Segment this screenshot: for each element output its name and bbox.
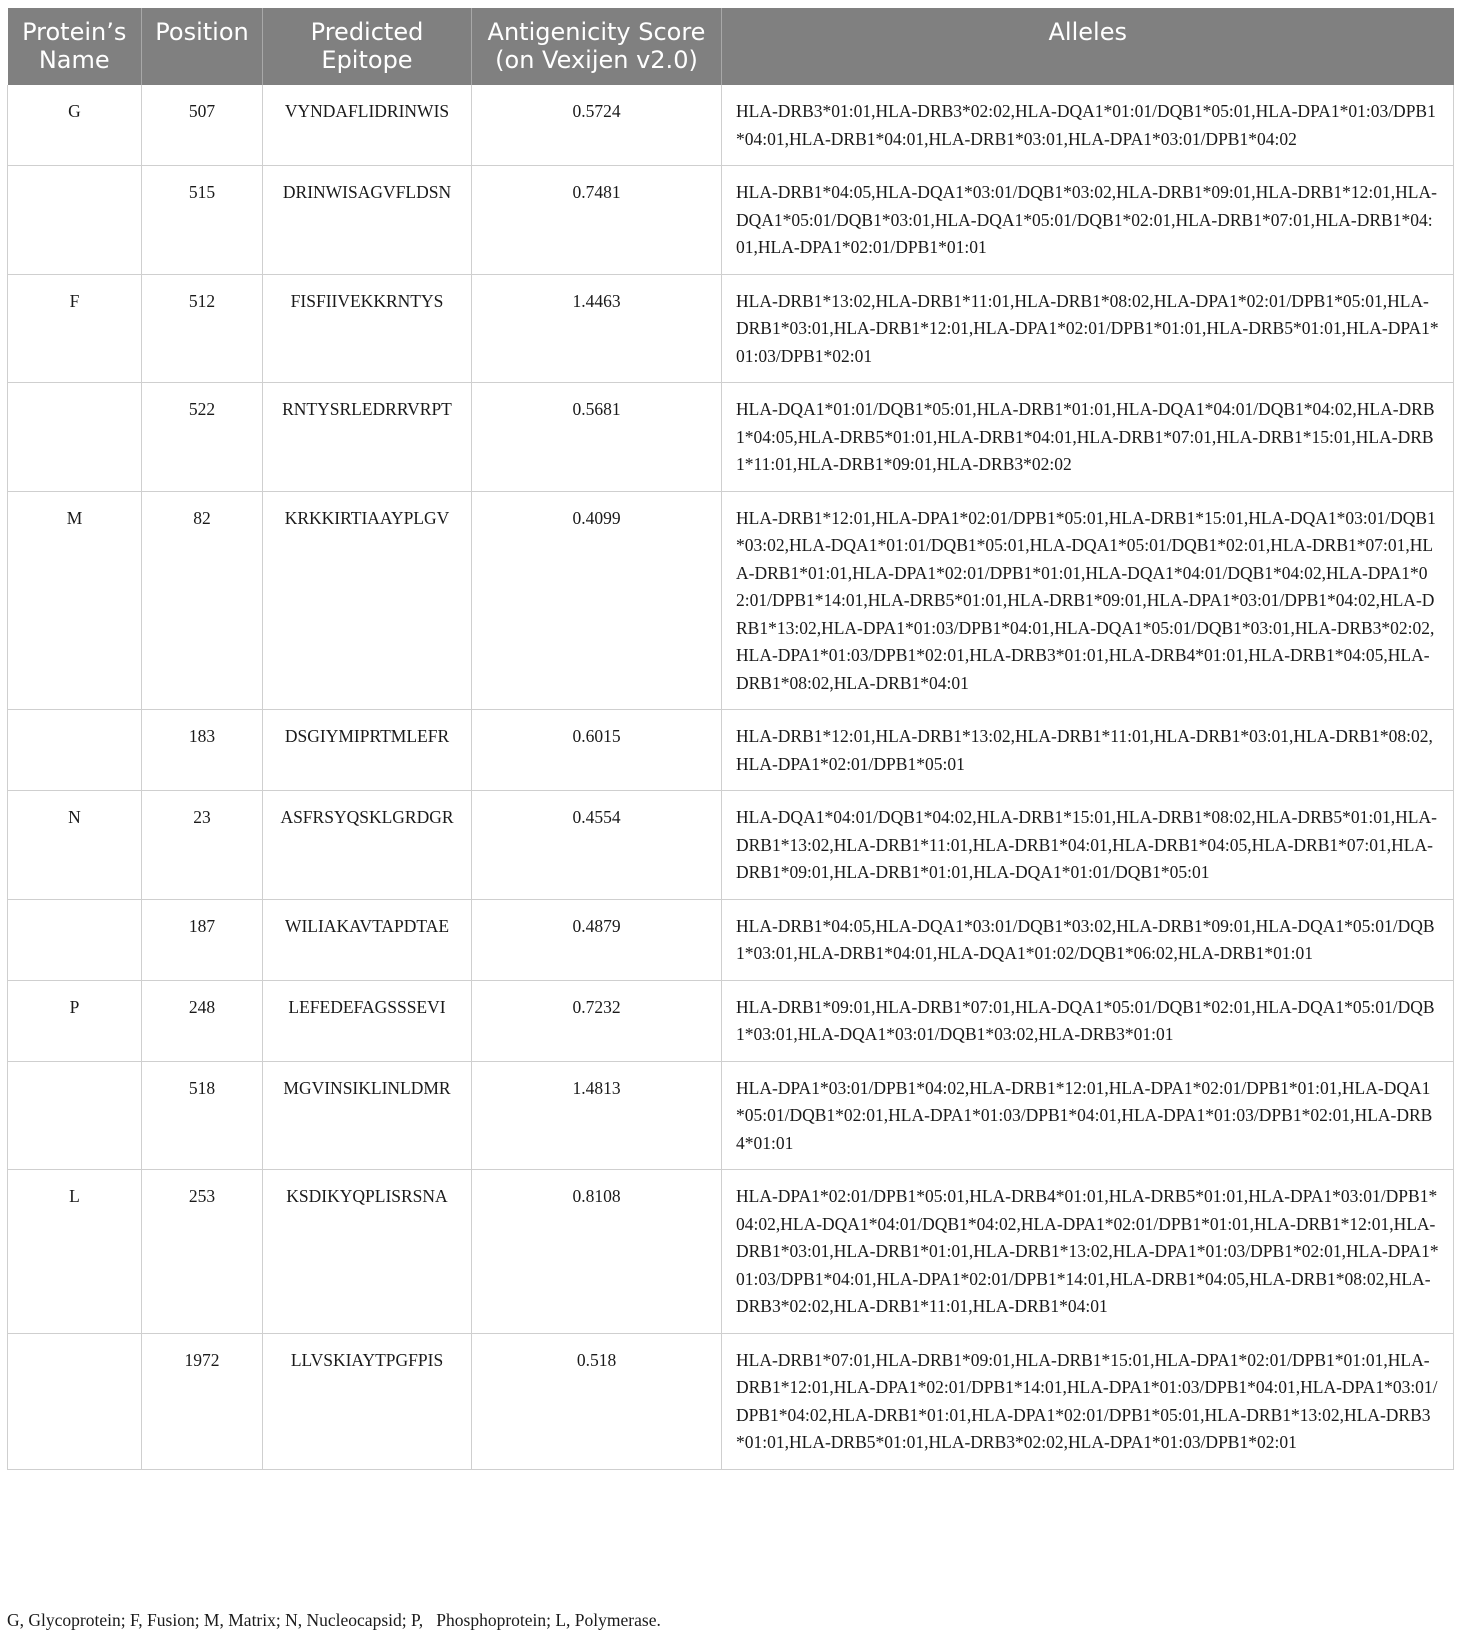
header-alleles-label: Alleles (1048, 18, 1127, 46)
cell-epitope: KSDIKYQPLISRSNA (263, 1170, 472, 1334)
header-protein-name (8, 8, 142, 85)
cell-position: 82 (142, 491, 263, 710)
cell-alleles: HLA-DRB1*04:05,HLA-DQA1*03:01/DQB1*03:02,HLA-DRB1*09:01,HLA-DRB1*12:01,HLA-DQA1*05:01/DQB1*03:01,HLA-DQA1*05:01/DQB1*02:01,HLA-DRB1*07:01,HLA-DRB1*04:01,HLA-DPA1*02:01/DPB1*01:01 (722, 166, 1454, 275)
cell-protein: G (8, 85, 142, 166)
cell-position: 522 (142, 383, 263, 492)
cell-position: 253 (142, 1170, 263, 1334)
cell-epitope: DRINWISAGVFLDSN (263, 166, 472, 275)
header-antigenicity-score (472, 8, 722, 85)
cell-alleles: HLA-DRB1*12:01,HLA-DRB1*13:02,HLA-DRB1*11:01,HLA-DRB1*03:01,HLA-DRB1*08:02,HLA-DPA1*02:01/DPB1*05:01 (722, 710, 1454, 791)
header-protein-line1: Protein’s (22, 18, 127, 46)
table-row (8, 274, 1454, 383)
table-row (8, 491, 1454, 710)
cell-position: 1972 (142, 1333, 263, 1469)
table-header (8, 8, 1454, 85)
cell-epitope: MGVINSIKLINLDMR (263, 1061, 472, 1170)
table-row (8, 85, 1454, 166)
table-row (8, 980, 1454, 1061)
header-protein-line2: Name (38, 46, 110, 74)
cell-position: 248 (142, 980, 263, 1061)
cell-score: 0.518 (472, 1333, 722, 1469)
header-predicted-epitope (263, 8, 472, 85)
epitope-table (7, 8, 1454, 1470)
cell-alleles: HLA-DRB1*07:01,HLA-DRB1*09:01,HLA-DRB1*15:01,HLA-DPA1*02:01/DPB1*01:01,HLA-DRB1*12:01,HLA-DPA1*02:01/DPB1*14:01,HLA-DPA1*01:03/DPB1*04:01,HLA-DPA1*03:01/DPB1*04:02,HLA-DRB1*01:01,HLA-DPA1*02:01/DPB1*05:01,HLA-DRB1*13:02,HLA-DRB3*01:01,HLA-DRB5*01:01,HLA-DRB3*02:02,HLA-DPA1*01:03/DPB1*02:01 (722, 1333, 1454, 1469)
cell-protein: L (8, 1170, 142, 1334)
cell-protein (8, 383, 142, 492)
cell-position: 515 (142, 166, 263, 275)
cell-protein (8, 1061, 142, 1170)
table-footnote: G, Glycoprotein; F, Fusion; M, Matrix; N, Nucleocapsid; P, Phosphoprotein; L, Polymerase. (7, 1610, 661, 1630)
cell-position: 512 (142, 274, 263, 383)
cell-score: 0.5681 (472, 383, 722, 492)
cell-position: 518 (142, 1061, 263, 1170)
cell-position: 183 (142, 710, 263, 791)
cell-score: 0.4099 (472, 491, 722, 710)
cell-protein (8, 1333, 142, 1469)
table-row (8, 1061, 1454, 1170)
table-row (8, 710, 1454, 791)
cell-alleles: HLA-DRB1*09:01,HLA-DRB1*07:01,HLA-DQA1*05:01/DQB1*02:01,HLA-DQA1*05:01/DQB1*03:01,HLA-DQA1*03:01/DQB1*03:02,HLA-DRB3*01:01 (722, 980, 1454, 1061)
cell-alleles: HLA-DRB1*12:01,HLA-DPA1*02:01/DPB1*05:01,HLA-DRB1*15:01,HLA-DQA1*03:01/DQB1*03:02,HLA-DQA1*01:01/DQB1*05:01,HLA-DQA1*05:01/DQB1*02:01,HLA-DRB1*07:01,HLA-DRB1*01:01,HLA-DPA1*02:01/DPB1*01:01,HLA-DQA1*04:01/DQB1*04:02,HLA-DPA1*02:01/DPB1*14:01,HLA-DRB5*01:01,HLA-DRB1*09:01,HLA-DPA1*03:01/DPB1*04:02,HLA-DRB1*13:02,HLA-DPA1*01:03/DPB1*04:01,HLA-DQA1*05:01/DQB1*03:01,HLA-DRB3*02:02,HLA-DPA1*01:03/DPB1*02:01,HLA-DRB3*01:01,HLA-DRB4*01:01,HLA-DRB1*04:05,HLA-DRB1*08:02,HLA-DRB1*04:01 (722, 491, 1454, 710)
cell-score: 0.7481 (472, 166, 722, 275)
cell-position: 187 (142, 899, 263, 980)
cell-score: 0.6015 (472, 710, 722, 791)
header-position-label: Position (155, 18, 249, 46)
cell-protein: N (8, 791, 142, 900)
cell-epitope: WILIAKAVTAPDTAE (263, 899, 472, 980)
cell-score: 1.4813 (472, 1061, 722, 1170)
cell-score: 0.4879 (472, 899, 722, 980)
table-body (8, 85, 1454, 1469)
cell-protein: M (8, 491, 142, 710)
cell-epitope: LLVSKIAYTPGFPIS (263, 1333, 472, 1469)
epitope-table-container (7, 8, 1453, 1470)
header-position (142, 8, 263, 85)
table-row (8, 166, 1454, 275)
cell-alleles: HLA-DRB1*04:05,HLA-DQA1*03:01/DQB1*03:02,HLA-DRB1*09:01,HLA-DQA1*05:01/DQB1*03:01,HLA-DRB1*04:01,HLA-DQA1*01:02/DQB1*06:02,HLA-DRB1*01:01 (722, 899, 1454, 980)
cell-position: 507 (142, 85, 263, 166)
cell-epitope: LEFEDEFAGSSSEVI (263, 980, 472, 1061)
table-row (8, 899, 1454, 980)
cell-epitope: ASFRSYQSKLGRDGR (263, 791, 472, 900)
cell-epitope: VYNDAFLIDRINWIS (263, 85, 472, 166)
header-row (8, 8, 1454, 85)
cell-score: 0.7232 (472, 980, 722, 1061)
cell-alleles: HLA-DPA1*02:01/DPB1*05:01,HLA-DRB4*01:01,HLA-DRB5*01:01,HLA-DPA1*03:01/DPB1*04:02,HLA-DQA1*04:01/DQB1*04:02,HLA-DPA1*02:01/DPB1*01:01,HLA-DRB1*12:01,HLA-DRB1*03:01,HLA-DRB1*01:01,HLA-DRB1*13:02,HLA-DPA1*01:03/DPB1*02:01,HLA-DPA1*01:03/DPB1*04:01,HLA-DPA1*02:01/DPB1*14:01,HLA-DRB1*04:05,HLA-DRB1*08:02,HLA-DRB3*02:02,HLA-DRB1*11:01,HLA-DRB1*04:01 (722, 1170, 1454, 1334)
table-row (8, 383, 1454, 492)
cell-alleles: HLA-DPA1*03:01/DPB1*04:02,HLA-DRB1*12:01,HLA-DPA1*02:01/DPB1*01:01,HLA-DQA1*05:01/DQB1*02:01,HLA-DPA1*01:03/DPB1*04:01,HLA-DPA1*01:03/DPB1*02:01,HLA-DRB4*01:01 (722, 1061, 1454, 1170)
header-epitope-line1: Predicted (310, 18, 424, 46)
cell-alleles: HLA-DRB3*01:01,HLA-DRB3*02:02,HLA-DQA1*01:01/DQB1*05:01,HLA-DPA1*01:03/DPB1*04:01,HLA-DRB1*04:01,HLA-DRB1*03:01,HLA-DPA1*03:01/DPB1*04:02 (722, 85, 1454, 166)
cell-position: 23 (142, 791, 263, 900)
cell-protein (8, 710, 142, 791)
cell-protein: P (8, 980, 142, 1061)
header-score-line1: Antigenicity Score (487, 18, 706, 46)
cell-alleles: HLA-DQA1*01:01/DQB1*05:01,HLA-DRB1*01:01,HLA-DQA1*04:01/DQB1*04:02,HLA-DRB1*04:05,HLA-DRB5*01:01,HLA-DRB1*04:01,HLA-DRB1*07:01,HLA-DRB1*15:01,HLA-DRB1*11:01,HLA-DRB1*09:01,HLA-DRB3*02:02 (722, 383, 1454, 492)
header-score-line2: (on Vexijen v2.0) (495, 46, 698, 74)
cell-protein: F (8, 274, 142, 383)
cell-epitope: DSGIYMIPRTMLEFR (263, 710, 472, 791)
cell-score: 0.8108 (472, 1170, 722, 1334)
cell-protein (8, 899, 142, 980)
cell-alleles: HLA-DQA1*04:01/DQB1*04:02,HLA-DRB1*15:01,HLA-DRB1*08:02,HLA-DRB5*01:01,HLA-DRB1*13:02,HLA-DRB1*11:01,HLA-DRB1*04:01,HLA-DRB1*04:05,HLA-DRB1*07:01,HLA-DRB1*09:01,HLA-DRB1*01:01,HLA-DQA1*01:01/DQB1*05:01 (722, 791, 1454, 900)
table-row (8, 791, 1454, 900)
cell-epitope: FISFIIVEKKRNTYS (263, 274, 472, 383)
cell-epitope: RNTYSRLEDRRVRPT (263, 383, 472, 492)
cell-alleles: HLA-DRB1*13:02,HLA-DRB1*11:01,HLA-DRB1*08:02,HLA-DPA1*02:01/DPB1*05:01,HLA-DRB1*03:01,HLA-DRB1*12:01,HLA-DPA1*02:01/DPB1*01:01,HLA-DRB5*01:01,HLA-DPA1*01:03/DPB1*02:01 (722, 274, 1454, 383)
header-epitope-line2: Epitope (321, 46, 413, 74)
table-row (8, 1170, 1454, 1334)
cell-epitope: KRKKIRTIAAYPLGV (263, 491, 472, 710)
table-row (8, 1333, 1454, 1469)
cell-score: 1.4463 (472, 274, 722, 383)
cell-score: 0.4554 (472, 791, 722, 900)
cell-protein (8, 166, 142, 275)
header-alleles (722, 8, 1454, 85)
cell-score: 0.5724 (472, 85, 722, 166)
